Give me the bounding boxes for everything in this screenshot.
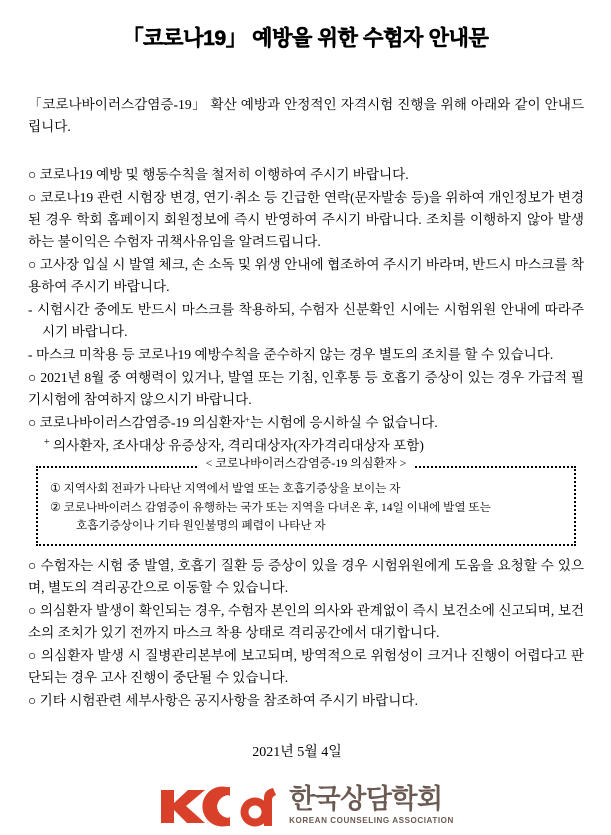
bullet-circle-icon: ○ — [28, 648, 37, 664]
bullet-dash-icon: - — [28, 302, 33, 318]
notice-item-text: 코로나19 관련 시험장 변경, 연기·취소 등 긴급한 연락(문자발송 등)을 위하여 개인정보가 변경된 경우 학회 홈페이지 회원정보에 즉시 반영하여 주시기 바랍니다. 조치를 이행하지 않아 발생하는 불이익은 수험자 귀책사유임을 알려드립니다. — [28, 190, 584, 250]
notice-item — [28, 645, 584, 689]
notice-item-text: 고사장 입실 시 발열 체크, 손 소독 및 위생 안내에 협조하여 주시기 바라며, 반드시 마스크를 착용하여 주시기 바랍니다. — [28, 257, 585, 295]
list-number-icon: ① — [50, 481, 61, 496]
suspect-definition-box-title-text: < 코로나바이러스감염증-19 의심환자 > — [199, 456, 414, 470]
notice-item — [28, 164, 584, 186]
footnote-text: 의사환자, 조사대상 유증상자, 격리대상자(자가격리대상자 포함) — [53, 438, 424, 454]
intro-paragraph: 「코로나바이러스감염증-19」 확산 예방과 안정적인 자격시험 진행을 위해 아래와 같이 안내드립니다. — [28, 97, 584, 135]
notice-item-text: 수험자는 시험 중 발열, 호흡기 질환 등 증상이 있을 경우 시험위원에게 도움을 요청할 수 있으며, 별도의 격리공간으로 이동할 수 있습니다. — [28, 558, 584, 596]
notice-item — [28, 600, 584, 644]
notice-item — [28, 367, 584, 411]
suspect-definition-item — [50, 479, 564, 498]
notice-item — [28, 555, 584, 599]
notice-subitem — [28, 299, 584, 343]
document-date: 2021년 5월 4일 — [252, 745, 342, 761]
footnote-marker-icon: + — [245, 415, 251, 426]
notice-item-text: 의심환자 발생이 확인되는 경우, 수험자 본인의 의사와 관계없이 즉시 보건소에 신고되며, 보건소의 조치가 있기 전까지 마스크 착용 상태로 격리공간에서 대기합니다. — [28, 603, 584, 641]
bullet-circle-icon: ○ — [28, 693, 37, 709]
bullet-circle-icon: ○ — [28, 370, 37, 386]
logo-text-block — [289, 786, 454, 827]
document-body — [28, 52, 584, 765]
notice-item — [28, 254, 584, 298]
notice-item-text: 의심환자 발생 시 질병관리본부에 보고되며, 방역적으로 위험성이 크거나 진행이 어렵다고 판단되는 경우 고사 진행이 중단될 수 있습니다. — [28, 648, 585, 686]
suspect-definition-box — [36, 456, 576, 546]
bullet-circle-icon: ○ — [28, 257, 37, 273]
bullet-circle-icon: ○ — [28, 167, 37, 183]
suspect-definition-box-title — [38, 457, 574, 469]
suspect-definition-item-text: 코로나바이러스 감염증이 유행하는 국가 또는 지역을 다녀온 후, 14일 이내에 발열 또는 — [63, 501, 491, 515]
notice-item — [28, 187, 584, 253]
logo-korean-name: 한국상담학회 — [289, 784, 443, 814]
logo-english-name: KOREAN COUNSELING ASSOCIATION — [289, 816, 454, 825]
organization-logo — [0, 783, 611, 827]
notice-item-text: 코로나19 예방 및 행동수칙을 철저히 이행하여 주시기 바랍니다. — [39, 167, 409, 183]
bullet-dash-icon: - — [28, 347, 33, 363]
notice-item-text: 기타 시험관련 세부사항은 공지사항을 참조하여 주시기 바랍니다. — [39, 693, 418, 709]
suspect-patient-text-before: 코로나바이러스감염증-19 의심환자 — [39, 415, 245, 431]
bullet-circle-icon: ○ — [28, 603, 37, 619]
suspect-definition-box-body — [36, 456, 576, 546]
footnote-marker-icon: + — [44, 437, 50, 449]
notice-subitem-text: 시험시간 중에도 반드시 마스크를 착용하되, 수험자 신분확인 시에는 시험위원 안내에 따라주시기 바랍니다. — [37, 302, 584, 340]
bullet-circle-icon: ○ — [28, 415, 37, 431]
suspect-definition-item — [50, 498, 564, 517]
suspect-definition-item-text: 호흡기증상이나 기타 원인불명의 폐렴이 나타난 자 — [76, 519, 326, 533]
bullet-circle-icon: ○ — [28, 190, 37, 206]
kca-logo-icon — [157, 783, 279, 827]
notice-item — [28, 690, 584, 712]
bullet-circle-icon: ○ — [28, 558, 37, 574]
suspect-definition-item-text: 지역사회 전파가 나타난 지역에서 발열 또는 호흡기증상을 보이는 자 — [63, 482, 401, 496]
list-number-icon: ② — [50, 500, 61, 515]
notice-subitem — [28, 344, 584, 366]
suspect-patient-text-after: 는 시험에 응시하실 수 없습니다. — [250, 415, 438, 431]
suspect-patient-line — [28, 412, 584, 434]
notice-subitem-text: 마스크 미착용 등 코로나19 예방수칙을 준수하지 않는 경우 별도의 조치를 할 수 있습니다. — [35, 347, 554, 363]
page-title: 「코로나19」 예방을 위한 수험자 안내문 — [122, 27, 489, 50]
suspect-definition-item-continued — [50, 517, 564, 535]
footnote-line — [28, 435, 584, 457]
notice-item-text: 2021년 8월 중 여행력이 있거나, 발열 또는 기침, 인후통 등 호흡기 증상이 있는 경우 가급적 필기시험에 참여하지 않으시기 바랍니다. — [28, 370, 584, 408]
